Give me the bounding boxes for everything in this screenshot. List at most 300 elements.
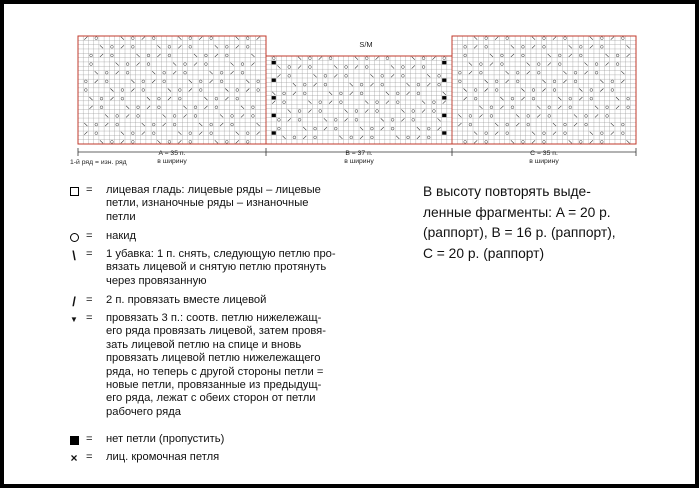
chart-decrease (84, 37, 87, 40)
chart-decrease (298, 65, 301, 68)
chart-yarnover (490, 115, 493, 118)
chart-yarnover (194, 115, 197, 118)
chart-yarnover (459, 71, 462, 74)
chart-decrease (283, 136, 286, 139)
chart-decrease (527, 63, 530, 66)
chart-decrease (157, 45, 160, 48)
chart-decrease (438, 127, 441, 130)
chart-yarnover (95, 123, 98, 126)
chart-yarnover (215, 97, 218, 100)
chart-yarnover (225, 45, 228, 48)
chart-yarnover (564, 37, 567, 40)
chart-yarnover (116, 123, 119, 126)
legend-line: лиц. кромочная петля (106, 451, 220, 463)
chart-decrease (391, 65, 394, 68)
chart-yarnover (314, 136, 317, 139)
chart-decrease (548, 54, 551, 57)
chart-yarnover (121, 89, 124, 92)
chart-decrease (116, 63, 119, 66)
chart-decrease (595, 106, 598, 109)
chart-decrease (606, 63, 609, 66)
chart-yarnover (365, 66, 368, 69)
chart-decrease (381, 118, 384, 121)
chart-decrease (272, 92, 275, 95)
chart-yarnover (543, 37, 546, 40)
chart-yarnover (433, 110, 436, 113)
chart-yarnover (121, 97, 124, 100)
chart-decrease (131, 88, 134, 91)
chart-decrease (401, 109, 404, 112)
chart-decrease (163, 114, 166, 117)
chart-yarnover (303, 83, 306, 86)
chart-yarnover (611, 89, 614, 92)
chart-yarnover (574, 71, 577, 74)
chart-yarnover (100, 106, 103, 109)
chart-yarnover (548, 106, 551, 109)
chart-decrease (126, 114, 129, 117)
chart-decrease (329, 101, 332, 104)
chart-yarnover (495, 80, 498, 83)
chart-decrease (355, 65, 358, 68)
chart-yarnover (590, 89, 593, 92)
chart-decrease (396, 136, 399, 139)
chart-yarnover (459, 80, 462, 83)
chart-yarnover (485, 132, 488, 135)
chart-yarnover (298, 118, 301, 121)
chart-yarnover (231, 123, 234, 126)
chart-yarnover (522, 45, 525, 48)
chart-decrease (553, 37, 556, 40)
chart-yarnover (511, 106, 514, 109)
chart-decrease (152, 80, 155, 83)
chart-decrease (215, 140, 218, 143)
chart-decrease (563, 80, 566, 83)
chart-decrease (236, 37, 239, 40)
chart-decrease (257, 37, 260, 40)
chart-yarnover (298, 110, 301, 113)
chart-yarnover (105, 71, 108, 74)
chart-decrease (490, 54, 493, 57)
legend-line: накид (106, 230, 137, 242)
chart-decrease (121, 140, 124, 143)
legend-line: 1 убавка: 1 п. снять, следующую петлю про- (106, 248, 336, 260)
chart-yarnover (173, 115, 176, 118)
chart-decrease (438, 118, 441, 121)
chart-decrease (391, 74, 394, 77)
legend-line: рабочего ряда (106, 405, 181, 418)
chart-decrease (376, 57, 379, 60)
chart-decrease (611, 123, 614, 126)
chart-decrease (314, 74, 317, 77)
chart-yarnover (225, 54, 228, 57)
chart-yarnover (495, 89, 498, 92)
chart-decrease (521, 97, 524, 100)
legend-desc (106, 433, 416, 446)
chart-decrease (569, 45, 572, 48)
repeat-note-line: В высоту повторять выде- (423, 184, 591, 199)
chart-decrease (532, 132, 535, 135)
chart-yarnover (501, 54, 504, 57)
chart-yarnover (257, 89, 260, 92)
chart-decrease (516, 114, 519, 117)
legend-line: петли, изнаночные ряды – изнаночные (106, 197, 309, 210)
chart-yarnover (184, 71, 187, 74)
chart-yarnover (168, 54, 171, 57)
chart-decrease (288, 109, 291, 112)
chart-decrease (121, 132, 124, 135)
chart-decrease (370, 83, 373, 86)
chart-yarnover (564, 132, 567, 135)
chart-decrease (627, 54, 630, 57)
chart-yarnover (558, 54, 561, 57)
chart-decrease (443, 101, 446, 104)
chart-decrease (95, 80, 98, 83)
chart-no-stitch (272, 114, 276, 117)
legend-line: провязать лицевой петлю нижележащего (106, 352, 321, 365)
chart-yarnover (100, 97, 103, 100)
chart-yarnover (532, 89, 535, 92)
chart-decrease (230, 63, 233, 66)
chart-decrease (324, 127, 327, 130)
chart-yarnover (314, 127, 317, 130)
chart-decrease (595, 114, 598, 117)
chart-decrease (432, 57, 435, 60)
chart-yarnover (433, 101, 436, 104)
chart-decrease (89, 97, 92, 100)
chart-decrease (407, 83, 410, 86)
chart-yarnover (376, 101, 379, 104)
chart-yarnover (391, 118, 394, 121)
chart-no-stitch (442, 131, 446, 134)
chart-decrease (469, 71, 472, 74)
chart-decrease (178, 140, 181, 143)
chart-decrease (485, 80, 488, 83)
section-b-label: B = 37 п. (345, 150, 373, 157)
chart-yarnover (543, 45, 546, 48)
chart-decrease (288, 118, 291, 121)
chart-yarnover (585, 123, 588, 126)
chart-decrease (474, 45, 477, 48)
chart-decrease (558, 97, 561, 100)
chart-no-stitch (442, 96, 446, 99)
chart-decrease (178, 45, 181, 48)
chart-decrease (157, 54, 160, 57)
chart-yarnover (293, 136, 296, 139)
chart-decrease (464, 97, 467, 100)
chart-yarnover (381, 74, 384, 77)
chart-yarnover (376, 110, 379, 113)
chart-decrease (616, 106, 619, 109)
chart-decrease (324, 118, 327, 121)
chart-decrease (590, 132, 593, 135)
chart-yarnover (147, 63, 150, 66)
chart-yarnover (558, 63, 561, 66)
chart-yarnover (131, 132, 134, 135)
chart-decrease (553, 132, 556, 135)
chart-yarnover (319, 110, 322, 113)
chart-yarnover (579, 54, 582, 57)
chart-yarnover (537, 63, 540, 66)
chart-yarnover (111, 45, 114, 48)
chart-yarnover (194, 106, 197, 109)
chart-decrease (401, 118, 404, 121)
chart-decrease (417, 136, 420, 139)
chart-yarnover (485, 37, 488, 40)
chart-yarnover (178, 97, 181, 100)
chart-yarnover (131, 45, 134, 48)
chart-yarnover (543, 140, 546, 143)
chart-decrease (579, 88, 582, 91)
chart-yarnover (220, 80, 223, 83)
grid-lines (78, 36, 266, 144)
chart-yarnover (396, 101, 399, 104)
chart-decrease (131, 80, 134, 83)
chart-decrease (511, 140, 514, 143)
chart-decrease (126, 106, 129, 109)
chart-yarnover (360, 83, 363, 86)
section-b-sub: в ширину (344, 158, 374, 165)
chart-yarnover (137, 106, 140, 109)
legend-equals: = (86, 294, 93, 306)
chart-yarnover (469, 115, 472, 118)
chart-decrease (100, 140, 103, 143)
chart-decrease (163, 123, 166, 126)
chart-decrease (627, 45, 630, 48)
legend-equals: = (86, 433, 93, 445)
chart-decrease (173, 63, 176, 66)
chart-decrease (458, 114, 461, 117)
chart-decrease (542, 88, 545, 91)
chart-decrease (136, 54, 139, 57)
chart-decrease (537, 106, 540, 109)
chart-yarnover (246, 132, 249, 135)
chart-yarnover (616, 63, 619, 66)
chart-decrease (569, 140, 572, 143)
chart-yarnover (595, 71, 598, 74)
chart-yarnover (189, 132, 192, 135)
chart-yarnover (553, 89, 556, 92)
chart-no-stitch (442, 114, 446, 117)
chart-decrease (84, 132, 87, 135)
chart-decrease (251, 54, 254, 57)
chart-yarnover (585, 115, 588, 118)
chart-decrease (121, 45, 124, 48)
chart-decrease (590, 140, 593, 143)
chart-yarnover (252, 115, 255, 118)
chart-decrease (298, 57, 301, 60)
legend-line: петли (106, 210, 136, 223)
chart-yarnover (189, 140, 192, 143)
chart-yarnover (412, 110, 415, 113)
chart-yarnover (131, 140, 134, 143)
chart-decrease (516, 123, 519, 126)
chart-decrease (537, 114, 540, 117)
chart-decrease (225, 88, 228, 91)
legend-line: его ряда, лежат с обеих сторон от петли (106, 392, 316, 405)
chart-yarnover (90, 54, 93, 57)
chart-yarnover (553, 80, 556, 83)
chart-decrease (485, 88, 488, 91)
chart-decrease (616, 97, 619, 100)
chart-decrease (110, 88, 113, 91)
chart-decrease (412, 57, 415, 60)
chart-yarnover (324, 74, 327, 77)
chart-decrease (142, 37, 145, 40)
chart-decrease (308, 109, 311, 112)
chart-decrease (345, 118, 348, 121)
filled-square-icon (66, 433, 82, 447)
chart-decrease (527, 71, 530, 74)
chart-decrease (345, 109, 348, 112)
chart-decrease (334, 74, 337, 77)
chart-yarnover (288, 74, 291, 77)
chart-yarnover (189, 45, 192, 48)
chart-yarnover (543, 132, 546, 135)
chart-decrease (246, 88, 249, 91)
chart-yarnover (522, 54, 525, 57)
chart-decrease (230, 71, 233, 74)
chart-decrease (121, 37, 124, 40)
chart-yarnover (158, 97, 161, 100)
chart-yarnover (532, 97, 535, 100)
chart-yarnover (225, 140, 228, 143)
legend-line: ряда, но теперь с другой стороны петли = (106, 365, 324, 378)
repeat-note-line: (раппорт), B = 16 р. (раппорт), (423, 225, 616, 240)
chart-yarnover (464, 54, 467, 57)
chart-decrease (220, 114, 223, 117)
chart-yarnover (427, 136, 430, 139)
chart-decrease (600, 80, 603, 83)
chart-yarnover (527, 123, 530, 126)
chart-decrease (314, 83, 317, 86)
chart-decrease (110, 97, 113, 100)
legend-line: новые петли, провязанные из предыдущ- (106, 379, 322, 392)
chart-yarnover (131, 37, 134, 40)
repeat-note (423, 182, 673, 264)
legend-equals: = (86, 184, 93, 196)
chart-decrease (360, 136, 363, 139)
chart-yarnover (236, 89, 239, 92)
chart-yarnover (522, 140, 525, 143)
chart-yarnover (355, 118, 358, 121)
backslash-icon: \ (72, 247, 76, 263)
chart-decrease (210, 80, 213, 83)
chart-yarnover (210, 37, 213, 40)
chart-yarnover (84, 89, 87, 92)
chart-decrease (511, 54, 514, 57)
chart-yarnover (600, 37, 603, 40)
chart-decrease (381, 127, 384, 130)
chart-yarnover (600, 140, 603, 143)
chart-yarnover (345, 74, 348, 77)
chart-yarnover (215, 106, 218, 109)
chart-yarnover (283, 101, 286, 104)
chart-decrease (621, 80, 624, 83)
chart-yarnover (236, 97, 239, 100)
chart-yarnover (158, 106, 161, 109)
chart-yarnover (579, 140, 582, 143)
chart-decrease (194, 63, 197, 66)
cross-icon: × (70, 450, 78, 465)
chart-yarnover (616, 54, 619, 57)
chart-yarnover (126, 71, 129, 74)
chart-decrease (168, 88, 171, 91)
chart-decrease (199, 37, 202, 40)
chart-yarnover (474, 97, 477, 100)
chart-symbols (84, 37, 629, 144)
chart-yarnover (168, 45, 171, 48)
section-a-label: A = 35 п. (158, 150, 186, 157)
chart-decrease (105, 123, 108, 126)
chart-no-stitch (272, 61, 276, 64)
chart-decrease (272, 101, 275, 104)
chart-yarnover (205, 54, 208, 57)
chart-yarnover (438, 83, 441, 86)
chart-yarnover (427, 127, 430, 130)
chart-yarnover (474, 89, 477, 92)
first-row-note: 1-й ряд = изн. ряд (70, 159, 127, 166)
chart-yarnover (111, 140, 114, 143)
chart-decrease (563, 71, 566, 74)
chart-decrease (611, 132, 614, 135)
chart-yarnover (84, 80, 87, 83)
chart-grid (78, 36, 636, 144)
legend-desc (106, 248, 416, 288)
chart-decrease (422, 101, 425, 104)
chart-decrease (511, 45, 514, 48)
chart-yarnover (205, 63, 208, 66)
chart-yarnover (600, 132, 603, 135)
chart-decrease (303, 127, 306, 130)
chart-yarnover (537, 71, 540, 74)
chart-decrease (611, 37, 614, 40)
legend-line: вязать лицевой и снятую петлю протянуть (106, 261, 327, 274)
chart-decrease (532, 45, 535, 48)
chart-decrease (584, 63, 587, 66)
slash-icon: / (72, 293, 76, 309)
chart-decrease (147, 106, 150, 109)
chart-decrease (225, 97, 228, 100)
chart-decrease (220, 123, 223, 126)
chart-decrease (574, 123, 577, 126)
chart-yarnover (600, 45, 603, 48)
chart-yarnover (490, 106, 493, 109)
chart-decrease (183, 106, 186, 109)
chart-decrease (464, 88, 467, 91)
legend-line: зать лицевой петлю на спице и вновь (106, 338, 302, 351)
triangle-down-icon: ▼ (70, 314, 78, 324)
chart-no-stitch (272, 79, 276, 82)
chart-yarnover (621, 123, 624, 126)
chart-yarnover (606, 115, 609, 118)
chart-yarnover (407, 136, 410, 139)
chart-decrease (590, 37, 593, 40)
legend-desc (106, 294, 416, 307)
chart-yarnover (189, 37, 192, 40)
chart-yarnover (340, 92, 343, 95)
chart-decrease (215, 45, 218, 48)
chart-no-stitch (272, 131, 276, 134)
chart-yarnover (464, 45, 467, 48)
chart-yarnover (278, 118, 281, 121)
chart-decrease (548, 63, 551, 66)
chart-decrease (506, 71, 509, 74)
chart-decrease (89, 106, 92, 109)
chart-yarnover (278, 127, 281, 130)
chart-yarnover (516, 80, 519, 83)
chart-yarnover (329, 57, 332, 60)
chart-decrease (521, 88, 524, 91)
